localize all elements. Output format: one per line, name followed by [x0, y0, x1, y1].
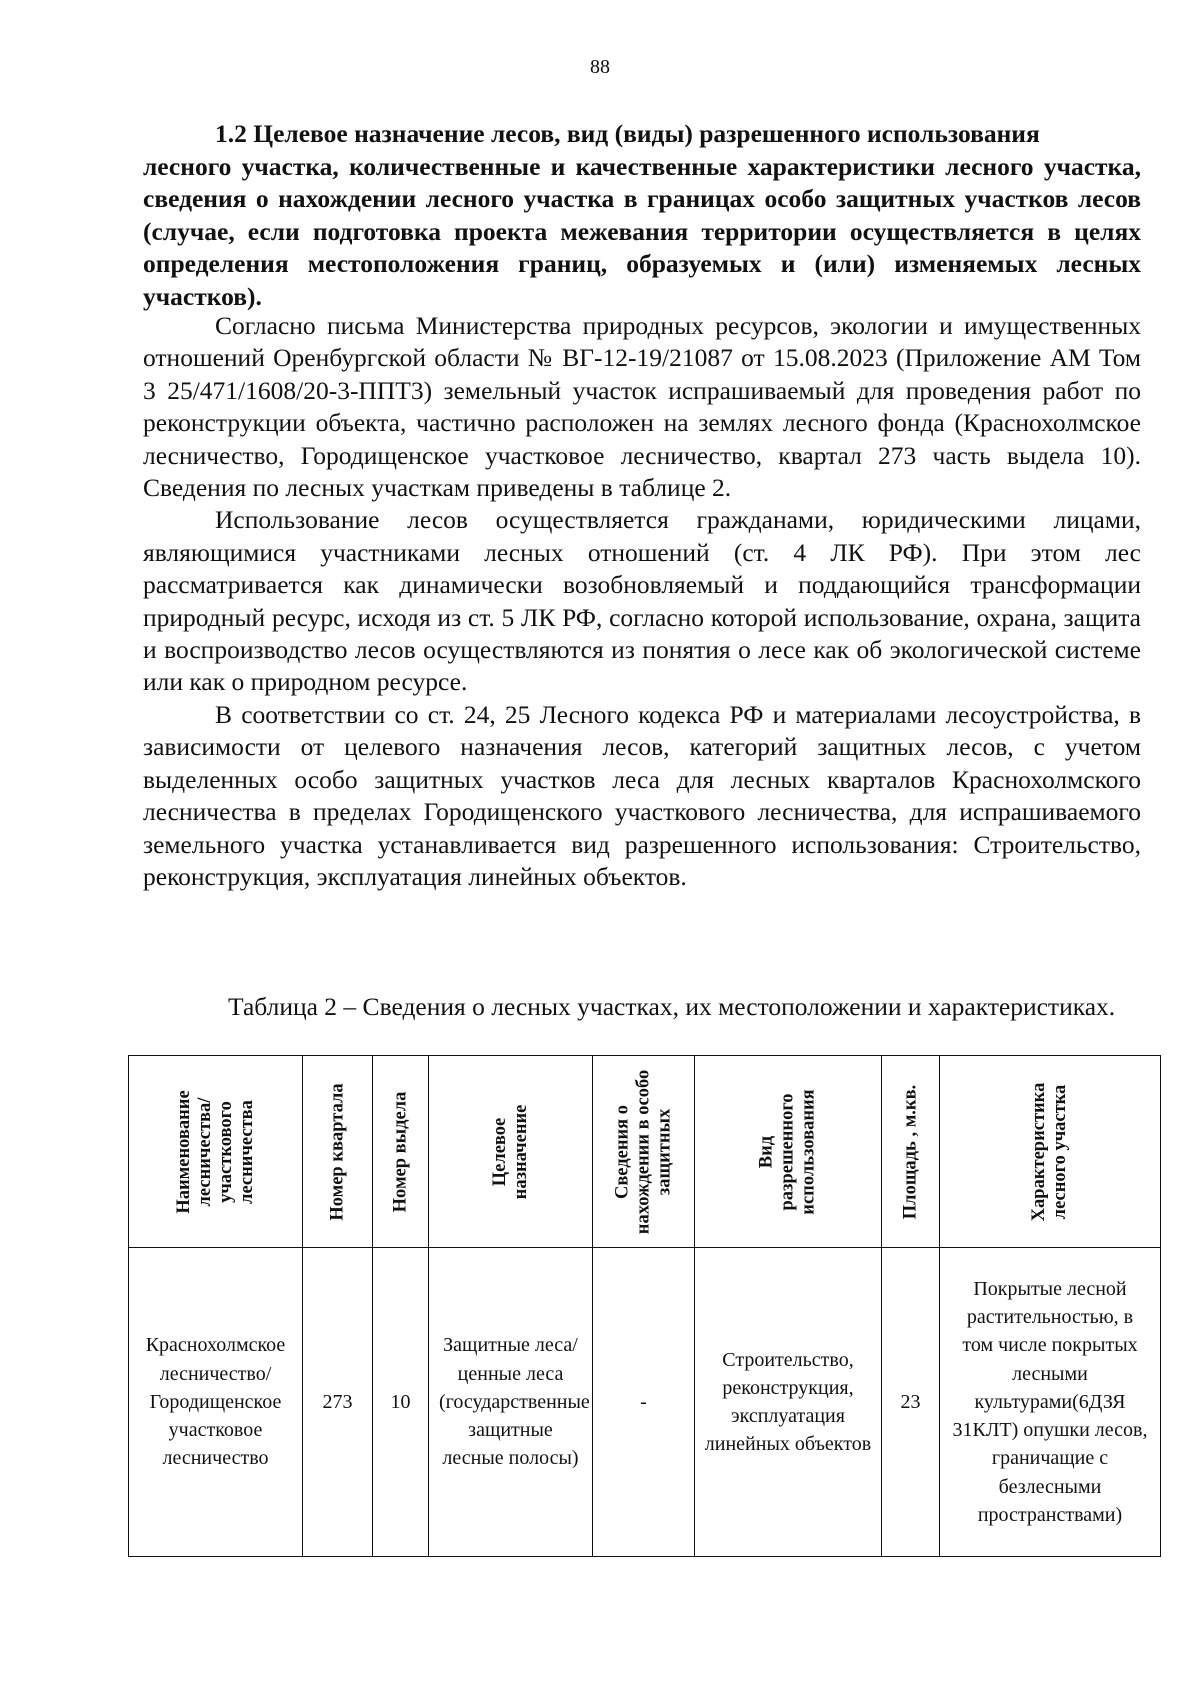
header-cell [882, 1056, 940, 1248]
header-forestry-name: Наименование лесничества/участкового лесничества [173, 1089, 257, 1214]
header-cell [429, 1056, 593, 1248]
header-area: Площадь , м.кв. [900, 1084, 920, 1219]
header-protected-areas: Сведения о нахождении в особо защитных [612, 1069, 674, 1234]
header-permitted-use: Вид разрешенного использования [756, 1088, 819, 1215]
heading-line: (или) изменяемых лесных участков). [143, 249, 1141, 311]
header-allotment-number: Номер выдела [390, 1091, 410, 1212]
cell-purpose: Защитные леса/ ценные леса (государственные защитные лесные полосы) [429, 1248, 593, 1557]
header-cell [940, 1056, 1161, 1248]
header-cell [129, 1056, 303, 1248]
cell-quarter-number: 273 [303, 1248, 373, 1557]
body-text [143, 310, 1141, 893]
header-cell [373, 1056, 429, 1248]
heading-line: участка, сведения о нахождении лесного участка в границах особо защитных [143, 151, 1141, 213]
heading-line: лесного участка, количественные и качественные характеристики лесного [143, 151, 1034, 181]
cell-allotment-number: 10 [373, 1248, 429, 1557]
heading-line: участков лесов (случае, если подготовка проекта межевания территории [143, 184, 1142, 246]
table-header-row [129, 1056, 1161, 1248]
cell-area: 23 [882, 1248, 940, 1557]
forest-plots-table [128, 1055, 1161, 1557]
paragraph: Согласно письма Министерства природных ресурсов, экологии и имущественных отношений Оренбургской области № ВГ-12-19/21087 от 15.08.2023 (Приложение АМ Том 3 25/471/1608/20-3-ППТ3) земельный участок испрашиваемый для проведения работ по реконструкции объекта, частично расположен на землях лесного фонда (Краснохолмское лесничество, Городищенское участковое лесничество, квартал 273 часть выдела 10). Сведения по лесных участкам приведены в таблице 2. [143, 311, 1141, 503]
cell-protected-areas: - [593, 1248, 695, 1557]
heading-line: осуществляется в целях определения местоположения границ, образуемых и [143, 216, 1141, 278]
heading-line: 1.2 Целевое назначение лесов, вид (виды) разрешенного использования [215, 119, 1040, 148]
cell-permitted-use: Строительство, реконструкция, эксплуатация линейных объектов [695, 1248, 882, 1557]
table-caption: Таблица 2 – Сведения о лесных участках, их местоположении и характеристиках. [228, 992, 1116, 1021]
paragraph: Использование лесов осуществляется гражданами, юридическими лицами, являющимися участниками лесных отношений (ст. 4 ЛК РФ). При этом лес рассматривается как динамически возобновляемый и поддающийся трансформации природный ресурс, исходя из ст. 5 ЛК РФ, согласно которой использование, охрана, защита и воспроизводство лесов осуществляются из понятия о лесе как об экологической системе или как о природном ресурсе. [143, 505, 1141, 697]
header-quarter-number: Номер квартала [327, 1082, 347, 1221]
header-cell [303, 1056, 373, 1248]
page-number: 88 [590, 56, 610, 78]
header-purpose: Целевое назначение [489, 1104, 531, 1199]
table-row [129, 1248, 1161, 1557]
paragraph: В соответствии со ст. 24, 25 Лесного кодекса РФ и материалами лесоустройства, в зависимости от целевого назначения лесов, категорий защитных лесов, с учетом выделенных особо защитных участков леса для лесных кварталов Краснохолмского лесничества в пределах Городищенского участкового лесничества, для испрашиваемого земельного участка устанавливается вид разрешенного использования: Строительство, реконструкция, эксплуатация линейных объектов. [143, 699, 1141, 891]
cell-forestry-name: Краснохолмское лесничество/ Городищенское участковое лесничество [129, 1248, 303, 1557]
header-characteristics: Характеристика лесного участка [1029, 1082, 1070, 1221]
header-cell [593, 1056, 695, 1248]
cell-characteristics: Покрытые лесной растительностью, в том числе покрытых лесными культурами(6ДЗЯ 31КЛТ) опушки лесов, граничащие с безлесными пространствами) [940, 1248, 1161, 1557]
section-heading [143, 118, 1141, 313]
header-cell [695, 1056, 882, 1248]
